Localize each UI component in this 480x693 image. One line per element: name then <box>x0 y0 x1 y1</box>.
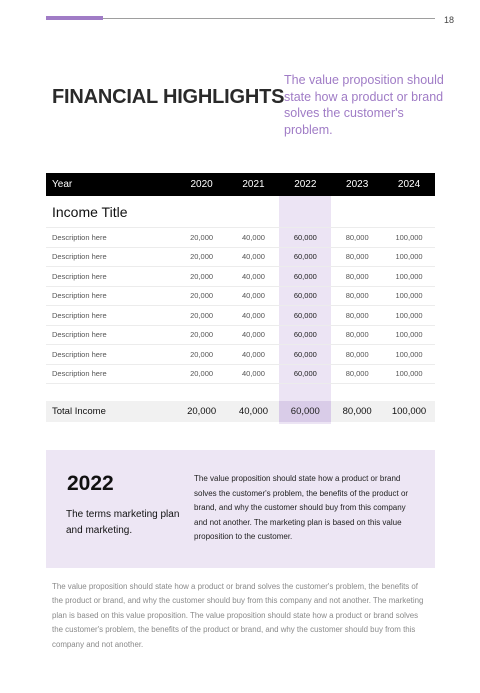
row-label: Description here <box>52 310 107 320</box>
table-cell: 40,000 <box>241 232 265 242</box>
table-cell: 20,000 <box>190 232 214 242</box>
row-label: Description here <box>52 330 107 340</box>
header-cell: 2020 <box>190 179 213 190</box>
table-cell: 100,000 <box>395 291 423 301</box>
panel-year: 2022 <box>67 472 114 495</box>
table-row <box>46 345 435 365</box>
table-cell: 80,000 <box>345 291 369 301</box>
table-cell: 60,000 <box>293 271 317 281</box>
table-cell: 80,000 <box>345 330 369 340</box>
financial-table <box>46 173 435 422</box>
table-cell: 20,000 <box>190 369 214 379</box>
total-cell: 40,000 <box>238 406 268 417</box>
table-cell: 100,000 <box>395 271 423 281</box>
header-cell: 2024 <box>397 179 421 190</box>
table-cell: 100,000 <box>395 369 423 379</box>
table-cell: 100,000 <box>395 252 423 262</box>
page-title: FINANCIAL HIGHLIGHTS <box>52 86 285 108</box>
table-cell: 60,000 <box>293 369 317 379</box>
summary-panel <box>46 450 435 568</box>
table-cell: 100,000 <box>395 330 423 340</box>
table-cell: 80,000 <box>345 369 369 379</box>
panel-subtitle: The terms marketing plan and marketing. <box>66 509 180 536</box>
table-row <box>46 248 435 268</box>
table-cell: 20,000 <box>190 330 214 340</box>
table-cell: 20,000 <box>190 291 214 301</box>
table-cell: 60,000 <box>293 349 317 359</box>
row-label: Description here <box>52 271 107 281</box>
row-label: Description here <box>52 232 107 242</box>
row-label: Description here <box>52 252 107 262</box>
row-label: Description here <box>52 349 107 359</box>
table-cell: 60,000 <box>293 291 317 301</box>
table-row <box>46 326 435 346</box>
table-cell: 40,000 <box>241 291 265 301</box>
table-cell: 80,000 <box>345 252 369 262</box>
row-label: Description here <box>52 291 107 301</box>
table-cell: 60,000 <box>293 232 317 242</box>
table-row <box>46 228 435 248</box>
spacer-row <box>46 384 435 401</box>
table-cell: 60,000 <box>293 252 317 262</box>
table-cell: 20,000 <box>190 349 214 359</box>
total-cell: 80,000 <box>342 406 372 417</box>
total-row <box>46 401 435 422</box>
top-rule <box>46 18 435 19</box>
top-accent-bar <box>46 16 103 20</box>
header-cell: 2022 <box>294 179 317 190</box>
table-header-row <box>46 173 435 196</box>
table-cell: 80,000 <box>345 349 369 359</box>
table-cell: 40,000 <box>241 252 265 262</box>
table-cell: 20,000 <box>190 252 214 262</box>
table-row <box>46 267 435 287</box>
total-cell: 100,000 <box>391 406 427 417</box>
table-cell: 40,000 <box>241 310 265 320</box>
total-label: Total Income <box>52 406 106 417</box>
table-cell: 60,000 <box>293 310 317 320</box>
header-cell: Year <box>52 179 73 190</box>
table-cell: 20,000 <box>190 271 214 281</box>
table-cell: 20,000 <box>190 310 214 320</box>
table-cell: 80,000 <box>345 271 369 281</box>
total-cell: 60,000 <box>279 401 331 422</box>
table-row <box>46 306 435 326</box>
table-cell: 60,000 <box>293 330 317 340</box>
table-cell: 100,000 <box>395 349 423 359</box>
section-title: Income Title <box>52 203 128 220</box>
row-label: Description here <box>52 369 107 379</box>
section-title-row <box>46 196 435 228</box>
table-row <box>46 287 435 307</box>
table-cell: 100,000 <box>395 310 423 320</box>
table-cell: 40,000 <box>241 349 265 359</box>
table-cell: 40,000 <box>241 369 265 379</box>
header-cell: 2021 <box>242 179 265 190</box>
panel-text: The value proposition should state how a product or brand solves the customer's problem, the benefits of the product or brand, and why the customer should buy from this company and not another. The marketing plan is based on this value proposition to the customer. <box>194 474 409 541</box>
table-row <box>46 365 435 385</box>
total-cell: 20,000 <box>187 406 217 417</box>
header-cell: 2023 <box>346 179 369 190</box>
body-paragraph: The value proposition should state how a product or brand solves the customer's problem, the benefits of the product or brand, and why the customer should buy from this company and not another. The marketing plan is based on this value proposition. The value proposition should state how a product or brand solves the customer's problem, the benefits of the product or brand, and why the customer should buy from this company and not another. <box>52 582 424 649</box>
table-cell: 40,000 <box>241 330 265 340</box>
page-subtitle: The value proposition should state how a product or brand solves the customer's problem. <box>284 73 444 137</box>
table-cell: 80,000 <box>345 232 369 242</box>
table-cell: 100,000 <box>395 232 423 242</box>
table-cell: 40,000 <box>241 271 265 281</box>
table-cell: 80,000 <box>345 310 369 320</box>
page-number: 18 <box>444 15 455 25</box>
